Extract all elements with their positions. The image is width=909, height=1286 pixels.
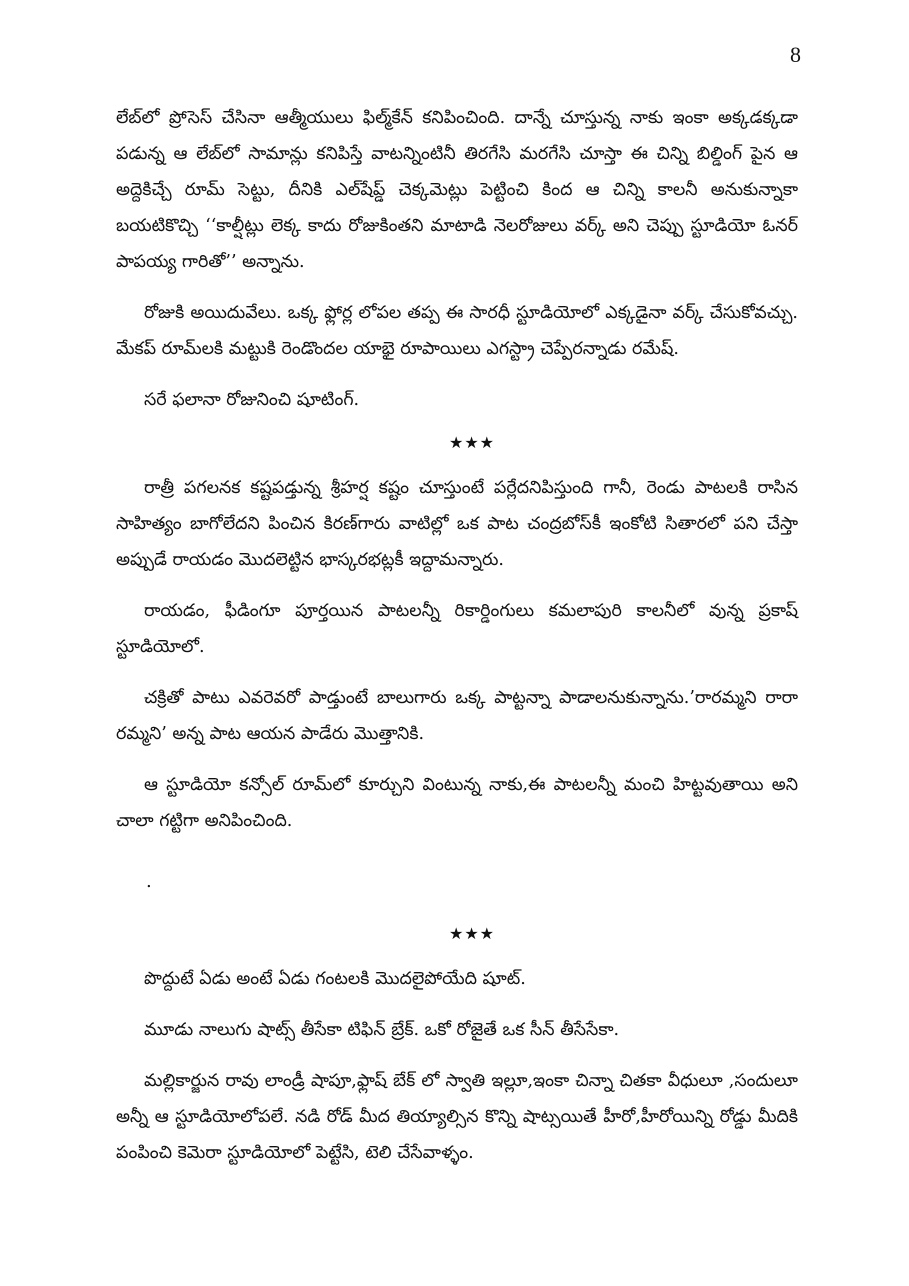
paragraph-6: చక్రితో పాటు ఎవరెవరో పాడ్తుంటే బాలుగారు ఒక్క పాట్టన్నా పాడాలనుకున్నాను.’రారమ్మని రారా రమ్మని’ అన్న పాట ఆయన పాడేరు మొత్తానికి. <box>116 688 798 744</box>
paragraph-1: లేబ్‌లో ప్రోసెస్ చేసినా ఆత్మీయులు ఫిల్మ్‌కేన్ కనిపించింది. దాన్నే చూస్తున్న నాకు ఇంకా అక్కడక్కడా పడున్న ఆ లేబ్‌లో సామాన్లు కనిపిస్తే వాటన్నింటినీ తిరగేసి మరగేసి చూస్తా ఈ చిన్ని బిల్డింగ్ పైన ఆ అద్దెకిచ్చే రూమ్ సెట్టు, దీనికి ఎల్‌షేప్డ్ చెక్కమెట్లు పెట్టించి కింద ఆ చిన్ని కాలనీ అనుకున్నాకా బయటికొచ్చి ‘‘కాల్షీట్లు లెక్క కాదు రోజుకింతని మాటాడి నెలరోజులు వర్క్ అని చెప్పు స్టూడియో ఓనర్ పాపయ్య గారితో’’ అన్నాను. <box>116 108 799 272</box>
paragraph-9: మూడు నాలుగు షాట్స్ తీసేకా టిఫిన్ బ్రేక్. ఒకో రోజైతే ఒక సీన్ తీసేసేకా. <box>144 1020 620 1040</box>
paragraph-5: రాయడం, ఫీడింగూ పూర్తయిన పాటలన్నీ రికార్డింగులు కమలాపురి కాలనీలో వున్న ప్రకాష్ స్టూడియోలో. <box>116 601 798 657</box>
section-break-stars: ★★★ <box>448 433 496 452</box>
paragraph-3: సరే ఫలానా రోజునించి షూటింగ్. <box>144 390 360 410</box>
page-number: 8 <box>790 42 801 67</box>
paragraph-8: పొద్దుటే ఏడు అంటే ఏడు గంటలకి మొదలైపోయేది షూట్. <box>144 969 526 989</box>
section-break-stars: ★★★ <box>448 924 496 943</box>
paragraph-7: ఆ స్టూడియో కన్సోల్ రూమ్‌లో కూర్చుని వింటున్న నాకు,ఈ పాటలన్నీ మంచి హిట్టవుతాయి అని చాలా గట్టిగా అనిపించింది. <box>116 775 798 831</box>
page-body <box>116 100 798 1186</box>
paragraph-2: రోజుకి అయిదువేలు. ఒక్క ఫ్లోర్ల లోపల తప్ప ఈ సారధీ స్టూడియోలో ఎక్కడైనా వర్క్ చేసుకోవచ్చు. మేకప్ రూమ్‌లకి మట్టుకి రెండొందల యాభై రూపాయిలు ఎగస్ట్రా చెప్పేరన్నాడు రమేష్. <box>116 303 798 359</box>
paragraph-4: రాత్రీ పగలనక కష్టపడ్తున్న శ్రీహర్ష కష్టం చూస్తుంటే పర్లేదనిపిస్తుంది గానీ, రెండు పాటలకి రాసిన సాహిత్యం బాగోలేదని పించిన కిరణ్‌గారు వాటిల్లో ఒక పాట చంద్రబోస్‌కీ ఇంకోటి సితారలో పని చేస్తా అప్పుడే రాయడం మొదలెట్టిన భాస్కరభట్లకీ ఇద్దామన్నారు. <box>116 478 798 570</box>
paragraph-10: మల్లికార్జున రావు లాండ్రీ షాపూ,ఫ్లాష్ బేక్ లో స్వాతి ఇల్లూ,ఇంకా చిన్నా చితకా వీధులూ ,సందులూ అన్నీ ఆ స్టూడియోలోపలే. నడి రోడ్ మీద తియ్యాల్సిన కొన్ని షాట్సయితే హీరో,హీరోయిన్ని రోడ్డు మీదికి పంపించి కెమెరా స్టూడియోలో పెట్టేసి, టెలి చేసేవాళ్ళం. <box>116 1071 798 1163</box>
stray-dot: . <box>146 871 152 892</box>
